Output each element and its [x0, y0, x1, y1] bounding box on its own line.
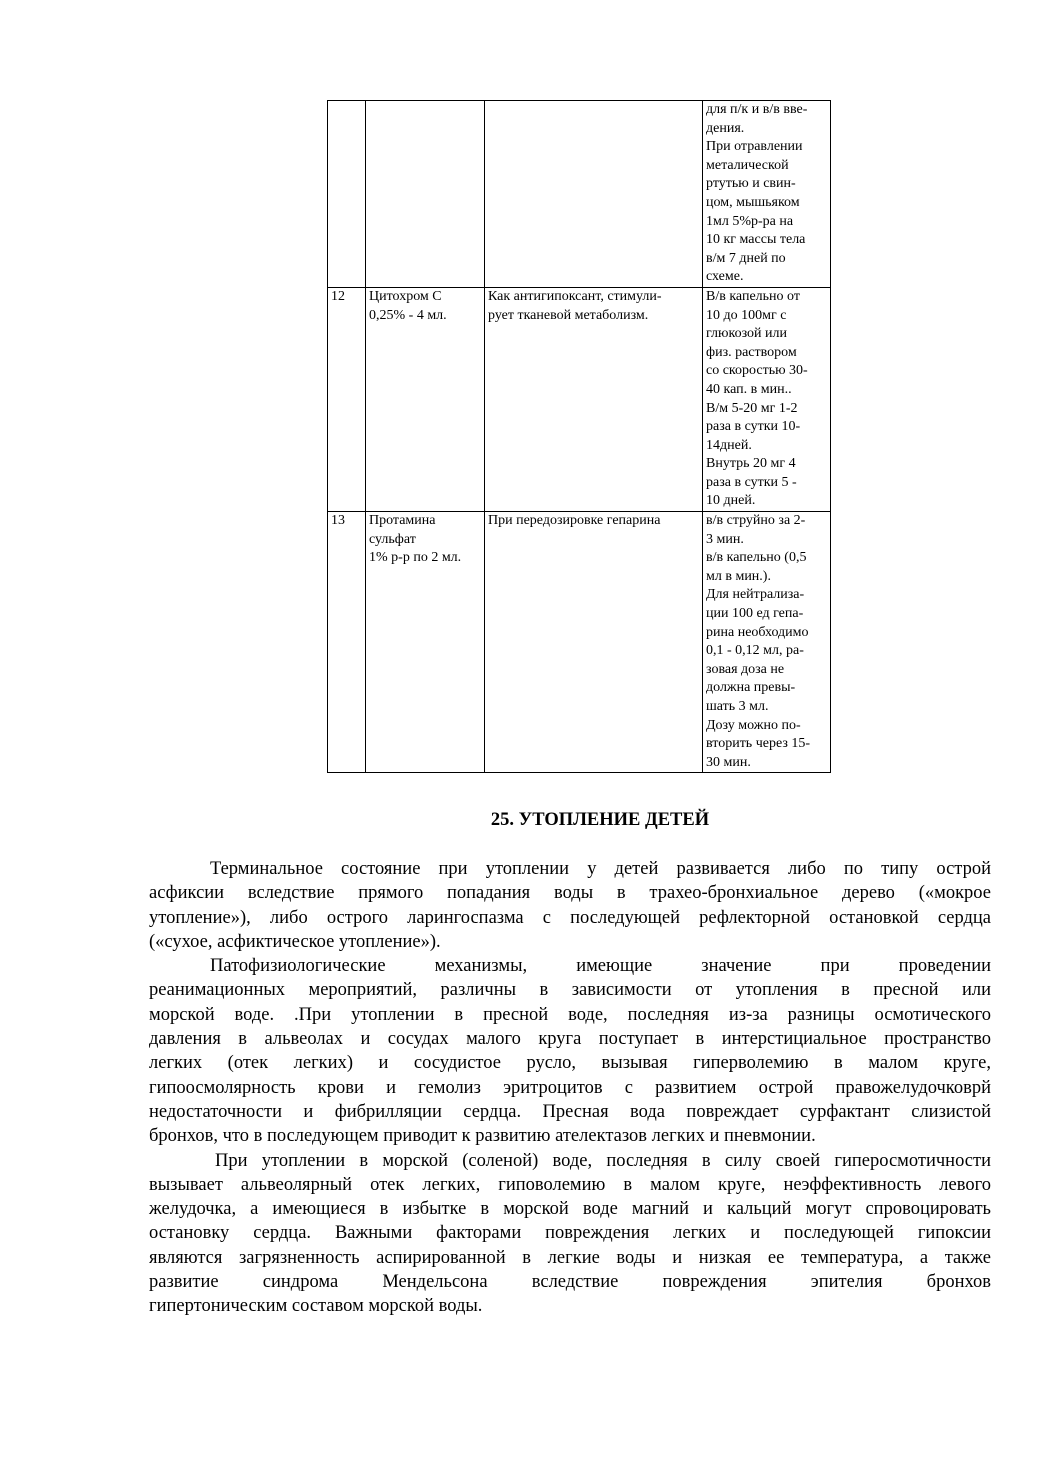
paragraph-line: давления в альвеолах и сосудах малого круга поступает в интерстициальное пространство	[149, 1029, 991, 1050]
dosage-line: схеме.	[706, 269, 744, 285]
indication-cell	[485, 287, 703, 511]
paragraph-line: бронхов, что в последующем приводит к развитию ателектазов легких и пневмонии.	[149, 1126, 816, 1147]
dosage-cell	[703, 287, 831, 511]
paragraph-line: являются загрязненность аспирированной в легкие воды и низкая ее температура, а также	[149, 1247, 991, 1268]
row-number: 12	[331, 288, 345, 304]
dosage-line: При отравлении	[706, 139, 803, 155]
dosage-line: Внутрь 20 мг 4	[706, 456, 796, 472]
paragraph-line: гипертоническим составом морской воды.	[149, 1296, 483, 1317]
table-row	[328, 101, 831, 288]
table-row	[328, 512, 831, 773]
paragraph-line: гипоосмолярность крови и гемолиз эритроцитов с развитием острой правожелудочковрй	[149, 1077, 991, 1098]
drug-name-cell	[366, 101, 485, 288]
drug-name-line: сульфат	[369, 531, 416, 547]
dosage-line: должна превы-	[706, 680, 796, 696]
dosage-line: 1мл 5%р-ра на	[706, 213, 794, 229]
paragraph	[149, 1149, 991, 1319]
paragraph-line: вызывает альвеолярный отек легких, гиповолемию в малом круге, неэффективность левого	[149, 1174, 991, 1195]
dosage-line: 40 кап. в мин..	[706, 381, 792, 397]
indication-line: Как антигипоксант, стимули-	[488, 288, 662, 304]
paragraph-line: недостаточности и фибрилляции сердца. Пресная вода повреждает сурфактант слизистой	[149, 1101, 991, 1122]
paragraph-line: остановку сердца. Важными факторами повреждения легких и последующей гипоксии	[149, 1223, 991, 1244]
drug-name-cell	[366, 287, 485, 511]
drug-name-cell	[366, 512, 485, 773]
dosage-line: ртутью и свин-	[706, 176, 796, 192]
dosage-line: шать 3 мл.	[706, 699, 769, 714]
dosage-line: 30 мин.	[706, 754, 751, 770]
paragraph-line: утопление»), либо острого ларингоспазма с последующей рефлекторной остановкой сердца	[149, 907, 991, 928]
table-row	[328, 287, 831, 511]
row-number-cell	[328, 101, 366, 288]
paragraph-line: легких (отек легких) и сосудистое русло, вызывая гиперволемию в малом круге,	[149, 1053, 991, 1074]
paragraph-line: развитие синдрома Мендельсона вследствие повреждения эпителия бронхов	[149, 1272, 991, 1293]
indication-cell	[485, 512, 703, 773]
dosage-line: раза в сутки 5 -	[706, 474, 797, 490]
indication-line: При передозировке гепарина	[488, 513, 661, 529]
drug-name-line: 1% р-р по 2 мл.	[369, 550, 462, 566]
dosage-line: 10 кг массы тела	[706, 232, 806, 248]
dosage-line: раза в сутки 10-	[706, 419, 801, 435]
paragraph-line: («сухое, асфиктическое утопление»).	[149, 931, 441, 952]
dosage-line: 0,1 - 0,12 мл, ра-	[706, 643, 804, 659]
paragraph	[149, 857, 991, 954]
row-number: 13	[331, 513, 345, 529]
row-number-cell	[328, 287, 366, 511]
dosage-line: со скоростью 30-	[706, 363, 808, 379]
indication-cell	[485, 101, 703, 288]
dosage-line: в/м 7 дней по	[706, 250, 786, 266]
dosage-line: 10 дней.	[706, 493, 756, 509]
row-number-cell	[328, 512, 366, 773]
dosage-line: рина необходимо	[706, 624, 809, 640]
dosage-cell	[703, 101, 831, 288]
dosage-line: 3 мин.	[706, 531, 744, 547]
paragraph-line: реанимационных мероприятий, различны в зависимости от утопления в пресной или	[149, 980, 991, 1001]
drug-name-line: Протамина	[369, 513, 436, 529]
paragraph-line: морской воде. .При утоплении в пресной воде, последняя из-за разницы осмотического	[149, 1004, 991, 1025]
section-title: 25. УТОПЛЕНИЕ ДЕТЕЙ	[490, 810, 710, 830]
dosage-line: В/в капельно от	[706, 288, 800, 304]
dosage-line: Дозу можно по-	[706, 717, 801, 733]
paragraph-line: асфиксии вследствие прямого попадания воды в трахео-бронхиальное дерево («мокрое	[149, 883, 991, 904]
dosage-line: вторить через 15-	[706, 736, 811, 752]
paragraph-line: Терминальное состояние при утоплении у детей развивается либо по типу острой	[210, 859, 991, 879]
indication-line: рует тканевой метаболизм.	[488, 307, 649, 323]
dosage-line: мл в мин.).	[706, 568, 771, 584]
dosage-line: физ. раствором	[706, 344, 797, 360]
dosage-cell	[703, 512, 831, 773]
dosage-line: В/м 5-20 мг 1-2	[706, 400, 798, 416]
article-body	[149, 857, 991, 1319]
drug-table	[327, 100, 831, 773]
paragraph-line: желудочка, а имеющиеся в избытке в морской воде магний и кальций могут спровоцировать	[149, 1199, 991, 1220]
dosage-line: глюкозой или	[706, 326, 787, 342]
dosage-line: цом, мышьяком	[706, 194, 800, 210]
dosage-line: ции 100 ед гепа-	[706, 606, 804, 622]
dosage-line: 14дней.	[706, 437, 752, 453]
dosage-line: Для нейтрализа-	[706, 587, 805, 603]
dosage-line: дения.	[706, 120, 745, 136]
paragraph-line: Патофизиологические механизмы, имеющие значение при проведении	[210, 956, 991, 977]
dosage-line: в/в струйно за 2-	[706, 513, 806, 529]
paragraph	[149, 954, 991, 1148]
drug-name-line: 0,25% - 4 мл.	[369, 307, 447, 323]
dosage-line: 10 до 100мг с	[706, 307, 787, 323]
dosage-line: металической	[706, 157, 789, 173]
dosage-line: для п/к и в/в вве-	[706, 102, 808, 117]
drug-table-body	[328, 101, 831, 773]
drug-name-line: Цитохром С	[369, 288, 442, 304]
dosage-line: зовая доза не	[706, 661, 785, 677]
paragraph-line: При утоплении в морской (соленой) воде, последняя в силу своей гиперосмотичности	[215, 1150, 991, 1171]
dosage-line: в/в капельно (0,5	[706, 550, 807, 566]
